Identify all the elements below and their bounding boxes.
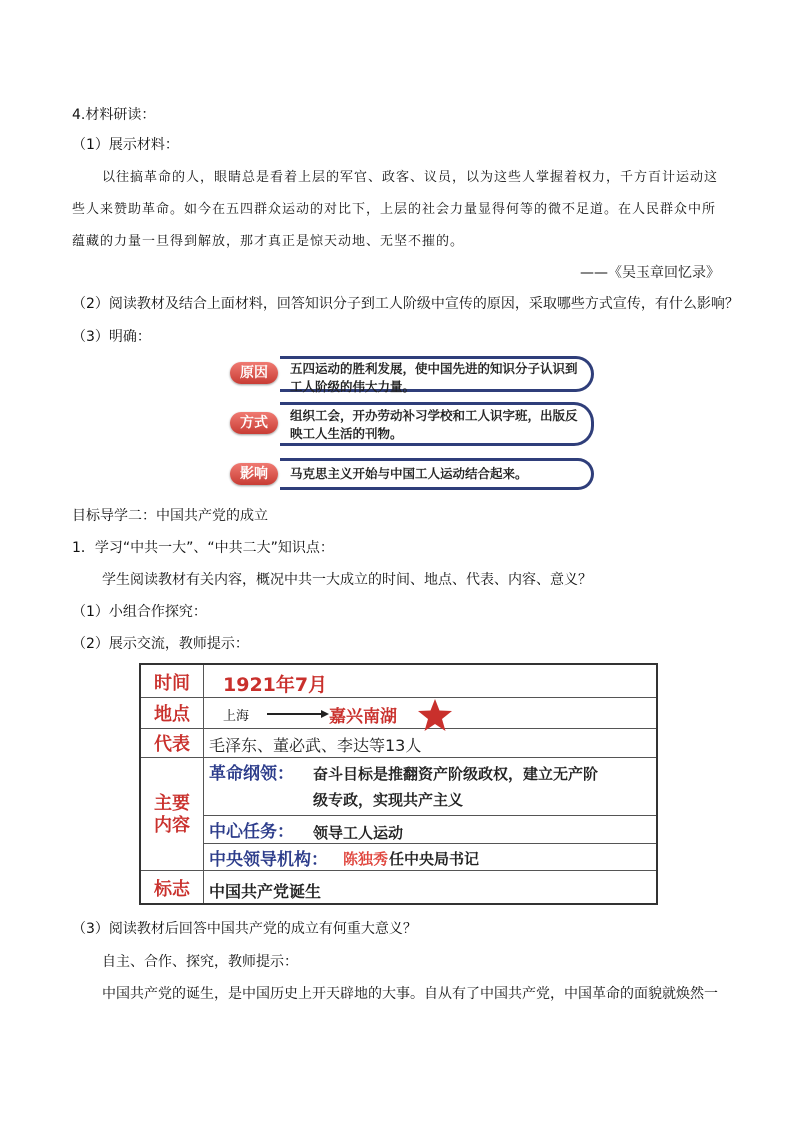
content-row: [141, 757, 656, 871]
content-label: [141, 793, 203, 837]
program-value-2: 级专政，实现共产主义: [313, 791, 464, 809]
quote-line-1: 以往搞革命的人，眼睛总是看着上层的军官、政客、议员，以为这些人掌握着权力，千方百计运动这: [102, 170, 719, 185]
mark-label: 标志: [154, 879, 190, 900]
reason-capsule: [228, 356, 594, 392]
sub-heading-share: （2）展示交流，教师提示：: [72, 636, 249, 652]
summary-figure: [228, 356, 594, 492]
reason-text: 五四运动的胜利发展，使中国先进的知识分子认识到工人阶级的伟大力量。: [290, 361, 578, 394]
leader-label: 中央领导机构：: [209, 850, 328, 870]
impact-tag: 影响: [230, 463, 278, 485]
congress-table: [139, 663, 658, 905]
mark-row: [141, 870, 656, 903]
goal-heading: 目标导学二：中国共产党的成立: [72, 508, 268, 524]
method-text: 组织工会，开办劳动补习学校和工人识字班，出版反映工人生活的刊物。: [290, 408, 578, 441]
rep-label: 代表: [154, 734, 190, 755]
sub-heading-group: （1）小组合作探究：: [72, 604, 207, 620]
sub-heading-1: （1）展示材料：: [72, 137, 179, 153]
task-subrow: [203, 815, 656, 844]
task-label: 中心任务：: [209, 822, 294, 842]
teacher-hint: 自主、合作、探究，教师提示：: [102, 954, 298, 970]
impact-capsule: [228, 458, 594, 490]
impact-text: 马克思主义开始与中国工人运动结合起来。: [290, 466, 528, 481]
leader-subrow: [203, 843, 656, 870]
method-capsule: [228, 402, 594, 446]
point-1: 1．学习“中共一大”、“中共二大”知识点：: [72, 540, 334, 556]
place-to: 嘉兴南湖: [329, 707, 397, 727]
sub-heading-meaning: （3）阅读教材后回答中国共产党的成立有何重大意义？: [72, 921, 417, 937]
quote-line-2: 些人来赞助革命。如今在五四群众运动的对比下，上层的社会力量显得何等的微不足道。在人民群众中所: [72, 202, 717, 217]
time-row: [141, 665, 656, 698]
leader-name: 陈独秀: [343, 850, 389, 868]
reason-tag: 原因: [230, 362, 278, 384]
task-value: 领导工人运动: [313, 824, 404, 842]
quote-line-3: 蕴藏的力量一旦得到解放，那才真正是惊天动地、无坚不摧的。: [72, 234, 465, 249]
rep-value: 毛泽东、董必武、李达等13人: [209, 736, 422, 755]
place-label: 地点: [154, 704, 190, 725]
method-tag: 方式: [230, 412, 278, 434]
instruction: 学生阅读教材有关内容，概况中共一大成立的时间、地点、代表、内容、意义？: [102, 572, 592, 588]
sub-heading-3: （3）明确：: [72, 329, 151, 345]
arrow-icon: [267, 709, 329, 719]
sub-heading-2: （2）阅读教材及结合上面材料，回答知识分子到工人阶级中宣传的原因，采取哪些方式宣传，有什么影响？: [72, 296, 739, 312]
section-heading: 4.材料研读：: [72, 107, 156, 123]
mark-value: 中国共产党诞生: [209, 882, 322, 901]
quote-source: ——《吴玉章回忆录》: [580, 265, 720, 281]
place-row: [141, 697, 656, 729]
leader-value: 任中央局书记: [389, 850, 480, 868]
answer-text: 中国共产党的诞生，是中国历史上开天辟地的大事。自从有了中国共产党，中国革命的面貌就焕然一: [102, 986, 718, 1002]
representatives-row: [141, 728, 656, 758]
place-from: 上海: [223, 709, 250, 724]
content-label-text: 主要内容: [154, 793, 190, 836]
program-label: 革命纲领：: [209, 764, 294, 784]
program-value-1: 奋斗目标是推翻资产阶级政权，建立无产阶: [313, 765, 599, 783]
star-icon: [417, 698, 453, 732]
program-subrow: [203, 757, 656, 816]
time-value: 1921年7月: [223, 674, 328, 696]
time-label: 时间: [154, 673, 190, 694]
